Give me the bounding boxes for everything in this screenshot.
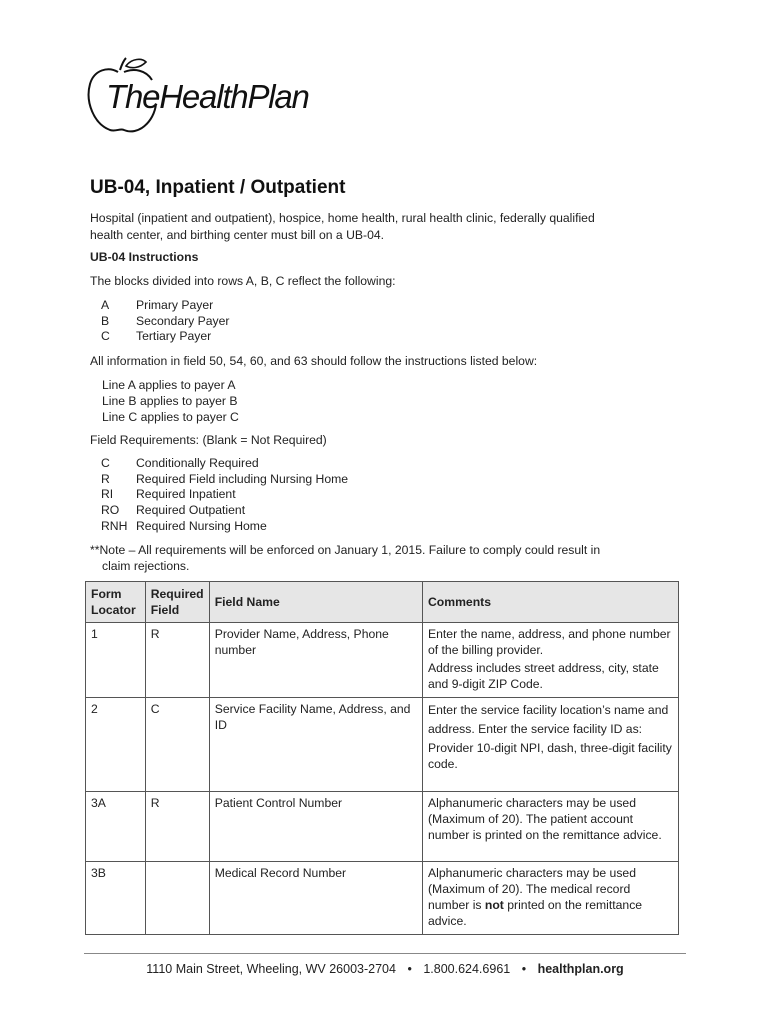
- rows-intro: The blocks divided into rows A, B, C reflect the following:: [90, 274, 396, 288]
- comment-text: Alphanumeric characters may be used (Maximum of 20). The patient account number is printed on the remittance advice.: [428, 796, 662, 842]
- line-rule: Line C applies to payer C: [102, 410, 239, 424]
- footer-divider: [84, 953, 686, 954]
- header-text: Locator: [91, 603, 136, 617]
- cell-field-name: Service Facility Name, Address, and ID: [209, 698, 422, 792]
- col-header-comments: Comments: [423, 582, 679, 623]
- comment-text: Address includes street address, city, state and 9-digit ZIP Code.: [428, 661, 659, 691]
- healthplan-logo: [82, 56, 332, 138]
- table-row: [86, 862, 679, 935]
- footer-separator: •: [407, 962, 412, 976]
- requirement-label: Required Field including Nursing Home: [136, 472, 349, 486]
- cell-comments: [423, 792, 679, 862]
- requirement-code: RO: [101, 503, 120, 517]
- logo-wordmark: TheHealthPlan: [106, 78, 309, 115]
- header-text: Required: [150, 587, 204, 601]
- cell-comments: [423, 623, 679, 698]
- payer-label: Secondary Payer: [136, 314, 230, 328]
- cell-field-name: Provider Name, Address, Phone number: [209, 623, 422, 698]
- intro-line-2: health center, and birthing center must bill on a UB-04.: [90, 228, 385, 242]
- line-rule: Line B applies to payer B: [102, 394, 238, 408]
- comment-text-post: printed on the remittance advice.: [428, 898, 643, 928]
- footer-website-link[interactable]: healthplan.org: [537, 962, 624, 976]
- page-title: UB-04, Inpatient / Outpatient: [90, 177, 346, 198]
- requirements-intro: Field Requirements: (Blank = Not Required): [90, 433, 327, 447]
- cell-locator: 1: [86, 623, 146, 698]
- cell-required: R: [145, 792, 209, 862]
- table-row: [86, 698, 679, 792]
- payer-code: B: [101, 314, 110, 328]
- requirement-code: C: [101, 456, 110, 470]
- requirement-label: Required Outpatient: [136, 503, 246, 517]
- col-header-required-field: [145, 582, 209, 623]
- cell-required: [145, 862, 209, 935]
- requirements-table: [85, 581, 679, 935]
- cell-locator: 3A: [86, 792, 146, 862]
- col-header-form-locator: [86, 582, 146, 623]
- footer-phone: 1.800.624.6961: [423, 962, 511, 976]
- payer-code: C: [101, 329, 110, 343]
- comment-text: Provider 10-digit NPI, dash, three-digit facility code.: [428, 741, 672, 771]
- fields-intro: All information in field 50, 54, 60, and 63 should follow the instructions listed below:: [90, 354, 538, 368]
- col-header-field-name: Field Name: [209, 582, 422, 623]
- comment-text-bold: not: [484, 898, 504, 912]
- cell-field-name: Patient Control Number: [209, 792, 422, 862]
- line-rule: Line A applies to payer A: [102, 378, 236, 392]
- cell-field-name: Medical Record Number: [209, 862, 422, 935]
- requirement-code: R: [101, 472, 110, 486]
- comment-text-pre: Alphanumeric characters may be used (Maximum of 20). The medical record number is: [428, 866, 636, 912]
- intro-line-1: Hospital (inpatient and outpatient), hospice, home health, rural health clinic, federally qualified: [90, 211, 595, 225]
- payer-label: Primary Payer: [136, 298, 214, 312]
- header-text: Form: [91, 587, 122, 601]
- requirement-code: RNH: [101, 519, 128, 533]
- table-row: [86, 792, 679, 862]
- payer-label: Tertiary Payer: [136, 329, 212, 343]
- requirement-code: RI: [101, 487, 114, 501]
- cell-required: C: [145, 698, 209, 792]
- requirement-label: Required Nursing Home: [136, 519, 267, 533]
- note-line-1: **Note – All requirements will be enforced on January 1, 2015. Failure to comply could result in: [90, 543, 601, 557]
- requirement-label: Conditionally Required: [136, 456, 259, 470]
- requirement-label: Required Inpatient: [136, 487, 236, 501]
- cell-required: R: [145, 623, 209, 698]
- comment-text: Enter the service facility location’s name and address. Enter the service facility ID as:: [428, 703, 669, 736]
- comment-text: [428, 865, 673, 929]
- footer: [0, 962, 770, 976]
- payer-code: A: [101, 298, 110, 312]
- instructions-heading: UB-04 Instructions: [90, 250, 199, 264]
- footer-address: 1110 Main Street, Wheeling, WV 26003-2704: [146, 962, 396, 976]
- note-line-2: claim rejections.: [102, 559, 190, 573]
- table-row: [86, 623, 679, 698]
- footer-separator: •: [521, 962, 527, 976]
- cell-locator: 3B: [86, 862, 146, 935]
- cell-comments: [423, 862, 679, 935]
- comment-text: Enter the name, address, and phone number of the billing provider.: [428, 627, 671, 657]
- cell-locator: 2: [86, 698, 146, 792]
- header-text: Field: [150, 603, 180, 617]
- table-header-row: [86, 582, 679, 623]
- cell-comments: [423, 698, 679, 792]
